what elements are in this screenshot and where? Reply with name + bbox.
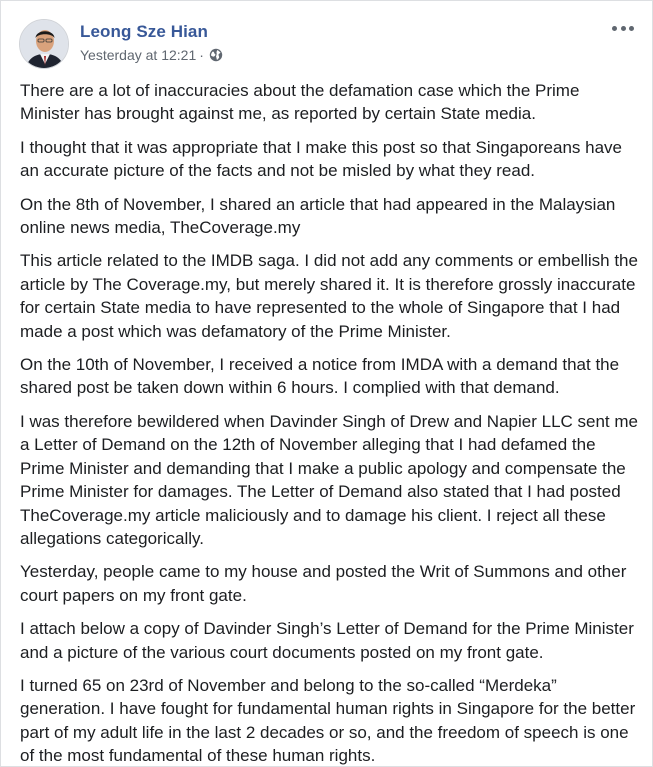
post-paragraph: Yesterday, people came to my house and posted the Writ of Summons and other court papers on my front gate. [20, 562, 627, 605]
post-header [1, 1, 652, 83]
more-dot-icon [629, 26, 634, 31]
post-paragraph: This article related to the IMDB saga. I did not add any comments or embellish the article by The Coverage.my, but merely shared it. It is therefore grossly inaccurate for certain State media to have represented to the whole of Singapore that I had made a post which was defamatory of the Prime Minister. [20, 251, 638, 341]
post-paragraph: I turned 65 on 23rd of November and belong to the so-called “Merdeka” generation. I have fought for fundamental human rights in Singapore for the better part of my adult life in the last 2 decades or so, and the freedom of speech is one of the most fundamental of these human rights. [20, 675, 636, 766]
avatar-portrait-icon [20, 20, 69, 69]
more-options-icon[interactable] [612, 21, 634, 35]
globe-icon[interactable] [209, 48, 223, 62]
author-name[interactable]: Leong Sze Hian [80, 22, 208, 41]
post-paragraph: On the 8th of November, I shared an article that had appeared in the Malaysian online news media, TheCoverage.my [20, 194, 616, 238]
post-paragraph: I thought that it was appropriate that I make this post so that Singaporeans have an accurate picture of the facts and not be misled by what they read. [20, 137, 622, 181]
more-dot-icon [621, 26, 626, 31]
more-dot-icon [612, 26, 617, 31]
meta-separator: · [199, 47, 204, 63]
author-avatar[interactable] [19, 19, 69, 69]
post-paragraph: I attach below a copy of Davinder Singh’s Letter of Demand for the Prime Minister and a picture of the various court documents posted on my front gate. [20, 619, 634, 662]
post-paragraph: I was therefore bewildered when Davinder Singh of Drew and Napier LLC sent me a Letter of Demand on the 12th of November alleging that I had defamed the Prime Minister and demanding that I make a public apology and compensate the Prime Minister for damages. The Letter of Demand also stated that I had posted TheCoverage.my article maliciously and to damage his client. I reject all these allegations categorically. [20, 411, 638, 548]
post-paragraph: On the 10th of November, I received a notice from IMDA with a demand that the shared post be taken down within 6 hours. I complied with that demand. [20, 355, 620, 398]
post-meta [80, 47, 223, 63]
post-timestamp[interactable]: Yesterday at 12:21 [80, 47, 197, 63]
post-paragraph: There are a lot of inaccuracies about the defamation case which the Prime Minister has brought against me, as reported by certain State media. [20, 81, 580, 124]
post-body [20, 79, 640, 767]
